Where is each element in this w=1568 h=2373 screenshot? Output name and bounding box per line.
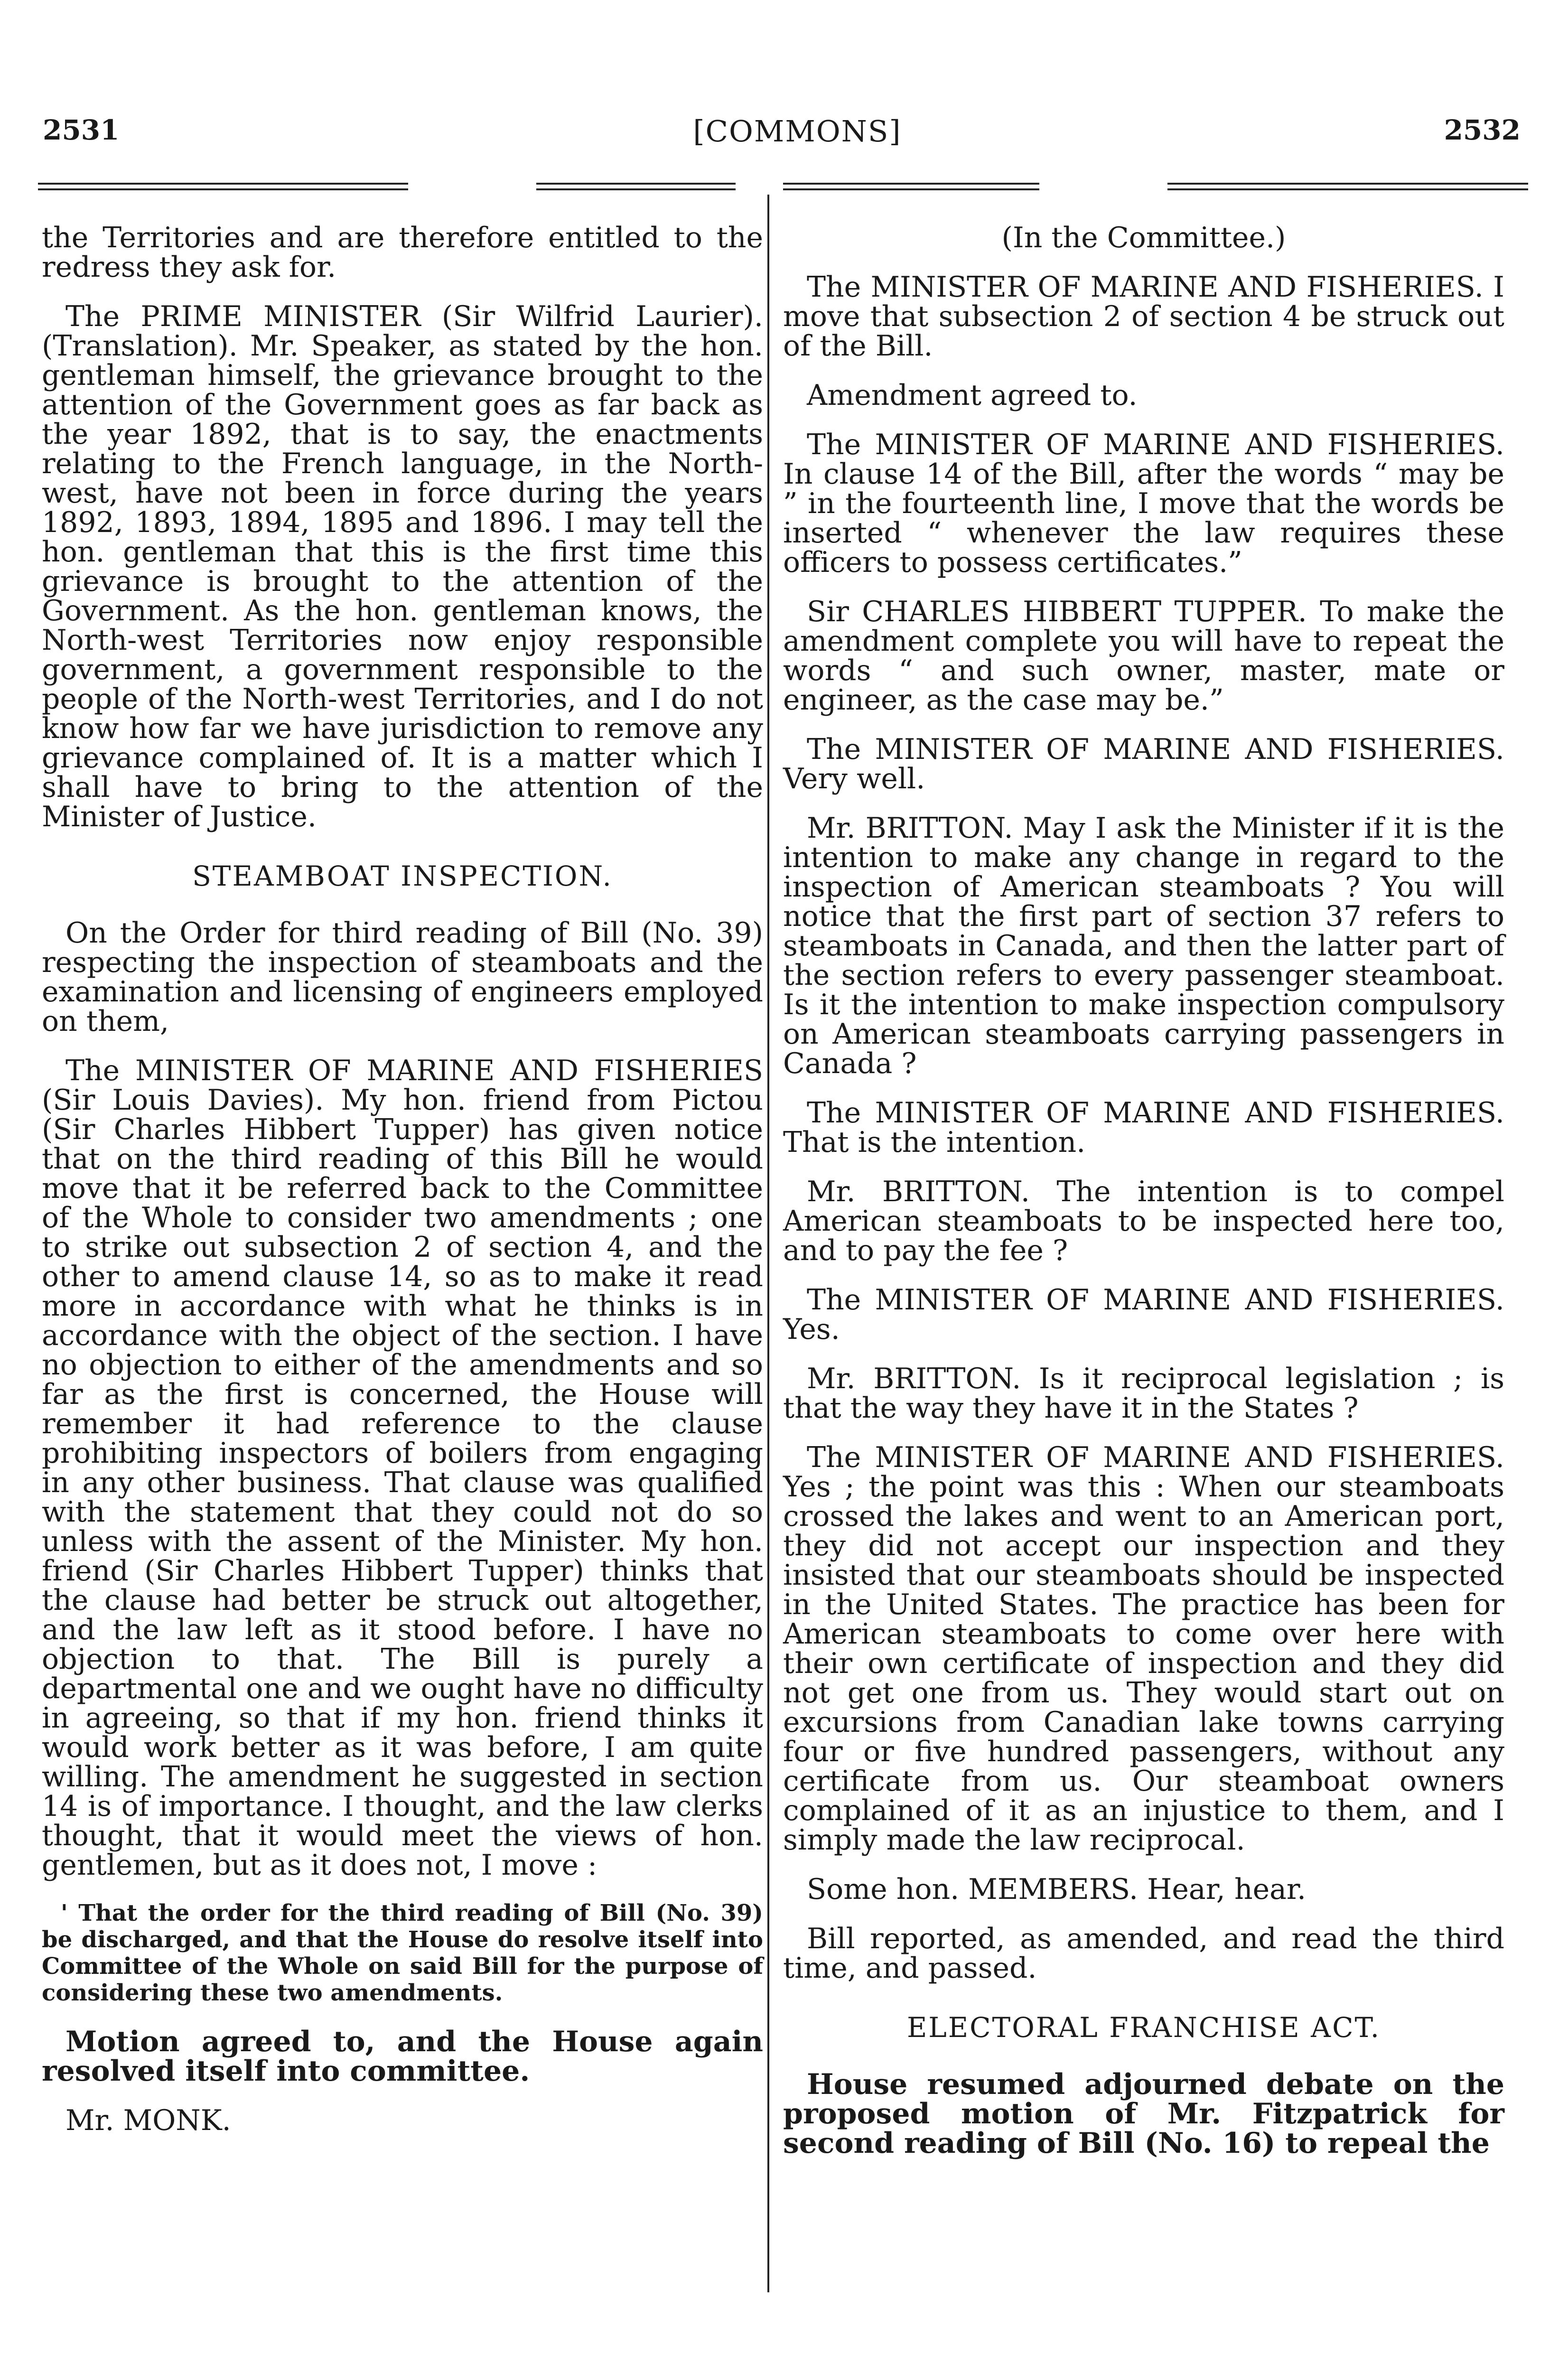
paragraph: Bill reported, as amended, and read the third time, and passed.: [783, 1922, 1504, 1985]
right-column: [783, 223, 1504, 2178]
section-heading: STEAMBOAT INSPECTION.: [192, 860, 613, 892]
header-rules: [38, 183, 1528, 192]
paragraph: Mr. BRITTON. The intention is to compel American steamboats to be inspected here too, and to pay the fee ?: [783, 1175, 1504, 1267]
paragraph: The MINISTER OF MARINE AND FISHERIES (Sir Louis Davies). My hon. friend from Pictou (Sir Charles Hibbert Tupper) has given notice that on the third reading of this Bill he would move that it be referred back to the Committee of the Whole to consider two amendments ; one to strike out subsection 2 of section 4, and the other to amend clause 14, so as to make it read more in accordance with what he thinks is in accordance with the object of the section. I have no objection to either of the amendments and so far as the first is concerned, the House will remember it had reference to the clause prohibiting inspectors of boilers from engaging in any other business. That clause was qualified with the statement that they could not do so unless with the assent of the Minister. My hon. friend (Sir Charles Hibbert Tupper) thinks that the clause had better be struck out altogether, and the law left as it stood before. I have no objection to that. The Bill is purely a departmental one and we ought have no difficulty in agreeing, so that if my hon. friend thinks it would work better as it was before, I am quite willing. The amendment he suggested in section 14 is of importance. I thought, and the law clerks thought, that it would meet the views of hon. gentlemen, but as it does not, I move :: [42, 1054, 763, 1882]
rule-left-top: [38, 183, 408, 185]
rule-mid-right-bottom: [783, 188, 1039, 190]
committee-note: (In the Committee.): [1001, 221, 1286, 254]
rule-right-top: [1167, 183, 1528, 185]
paragraph: Sir CHARLES HIBBERT TUPPER. To make the amendment complete you will have to repeat the words “ and such owner, master, mate or engineer, as the case may be.”: [783, 595, 1504, 717]
paragraph: Amendment agreed to.: [807, 379, 1138, 412]
paragraph: The MINISTER OF MARINE AND FISHERIES. Yes ; the point was this : When our steamboats crossed the lakes and went to an American port, they did not accept our inspection and they insisted that our steamboats should be inspected in the United States. The practice has been for American steamboats to come over here with their own certificate of inspection and they did not get one from us. They would start out on excursions from Canadian lake towns carrying four or five hundred passengers, without any certificate from us. Our steamboat owners complained of it as an injustice to them, and I simply made the law reciprocal.: [783, 1441, 1504, 1857]
rule-mid-left-bottom: [536, 188, 736, 190]
paragraph: The MINISTER OF MARINE AND FISHERIES. I move that subsection 2 of section 4 be struck out of the Bill.: [783, 271, 1504, 363]
left-column: [42, 223, 763, 2155]
rule-right-bottom: [1167, 188, 1528, 190]
paragraph: The MINISTER OF MARINE AND FISHERIES. Yes.: [783, 1283, 1504, 1346]
page-header: [0, 114, 1568, 157]
rule-mid-right-top: [783, 183, 1039, 185]
paragraph: The MINISTER OF MARINE AND FISHERIES. Very well.: [783, 733, 1504, 795]
section-heading: ELECTORAL FRANCHISE ACT.: [906, 2011, 1381, 2044]
rule-left-bottom: [38, 188, 408, 190]
paragraph: Motion agreed to, and the House again resolved itself into committee.: [42, 2025, 763, 2088]
running-head: [COMMONS]: [693, 114, 902, 149]
paragraph: The MINISTER OF MARINE AND FISHERIES. That is the intention.: [783, 1096, 1504, 1159]
column-divider: [767, 195, 769, 2292]
page-number-right: 2532: [1444, 114, 1521, 146]
motion-quote: ' That the order for the third reading of Bill (No. 39) be discharged, and that the House do resolve itself into Committee of the Whole on said Bill for the purpose of considering these two amendments.: [42, 1900, 763, 2006]
page-number-left: 2531: [43, 114, 120, 146]
paragraph: On the Order for third reading of Bill (No. 39) respecting the inspection of steamboats and the examination and licensing of engineers employed on them,: [42, 916, 763, 1038]
paragraph: House resumed adjourned debate on the proposed motion of Mr. Fitzpatrick for second reading of Bill (No. 16) to repeal the: [783, 2068, 1504, 2160]
rule-mid-left-top: [536, 183, 736, 185]
speaker-footer: Mr. MONK.: [65, 2104, 231, 2137]
paragraph: Some hon. MEMBERS. Hear, hear.: [807, 1873, 1307, 1906]
paragraph: the Territories and are therefore entitled to the redress they ask for.: [42, 221, 763, 284]
paragraph: The PRIME MINISTER (Sir Wilfrid Laurier). (Translation). Mr. Speaker, as stated by the hon. gentleman himself, the grievance brought to the attention of the Government goes as far back as the year 1892, that is to say, the enactments relating to the French language, in the North-west, have not been in force during the years 1892, 1893, 1894, 1895 and 1896. I may tell the hon. gentleman that this is the first time this grievance is brought to the attention of the Government. As the hon. gentleman knows, the North-west Territories now enjoy responsible government, a government responsible to the people of the North-west Territories, and I do not know how far we have jurisdiction to remove any grievance complained of. It is a matter which I shall have to bring to the attention of the Minister of Justice.: [42, 300, 763, 833]
paragraph: Mr. BRITTON. Is it reciprocal legislation ; is that the way they have it in the States ?: [783, 1362, 1504, 1425]
paragraph: The MINISTER OF MARINE AND FISHERIES. In clause 14 of the Bill, after the words “ may be ” in the fourteenth line, I move that the words be inserted “ whenever the law requires these officers to possess certificates.”: [783, 428, 1504, 579]
paragraph: Mr. BRITTON. May I ask the Minister if it is the intention to make any change in regard to the inspection of American steamboats ? You will notice that the first part of section 37 refers to steamboats in Canada, and then the latter part of the section refers to every passenger steamboat. Is it the intention to make inspection compulsory on American steamboats carrying passengers in Canada ?: [783, 812, 1504, 1080]
